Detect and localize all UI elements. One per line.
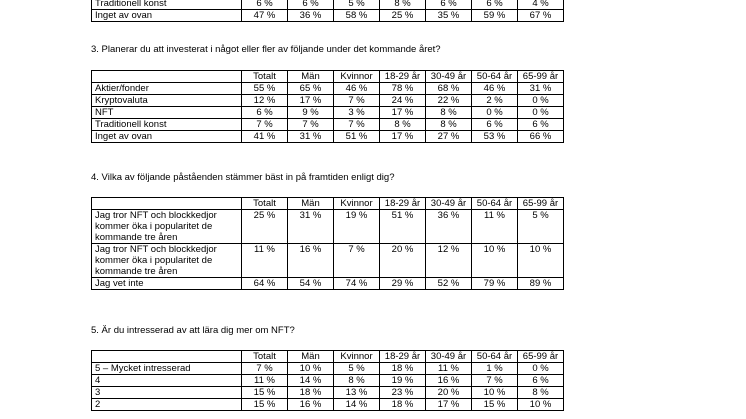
table-cell: 6 % [518, 375, 564, 387]
column-header: 65-99 år [518, 71, 564, 83]
table-cell: 10 % [472, 387, 518, 399]
table-cell: 16 % [288, 244, 334, 278]
table-cell: 5 % [334, 0, 380, 10]
table-cell: 31 % [288, 131, 334, 143]
table-cell: 7 % [334, 244, 380, 278]
table-cell: 7 % [288, 119, 334, 131]
table-row [92, 375, 564, 387]
table-row [92, 131, 564, 143]
table-cell: 10 % [288, 363, 334, 375]
table-cell: 18 % [380, 363, 426, 375]
table-cell: 13 % [334, 387, 380, 399]
table-cell: 17 % [380, 107, 426, 119]
table-cell: 1 % [472, 363, 518, 375]
column-header: 65-99 år [518, 351, 564, 363]
table-cell: 8 % [518, 387, 564, 399]
table-cell: 36 % [426, 210, 472, 244]
table-cell: 2 % [472, 95, 518, 107]
table-cell: 58 % [334, 10, 380, 22]
table-cell: 47 % [242, 10, 288, 22]
table-cell: 0 % [472, 107, 518, 119]
table-row [92, 0, 564, 10]
table-cell: 10 % [472, 244, 518, 278]
table-cell: 35 % [426, 10, 472, 22]
table-q5 [91, 350, 564, 411]
table-cell: 3 % [334, 107, 380, 119]
table-q4 [91, 197, 564, 290]
table-cell: 31 % [518, 83, 564, 95]
column-header: Kvinnor [334, 71, 380, 83]
column-header: Totalt [242, 198, 288, 210]
table-row [92, 278, 564, 290]
column-header: 30-49 år [426, 351, 472, 363]
row-label: Aktier/fonder [92, 83, 242, 95]
row-label: Traditionell konst [92, 0, 242, 10]
table-cell: 17 % [380, 131, 426, 143]
table-cell: 74 % [334, 278, 380, 290]
table-cell: 23 % [380, 387, 426, 399]
table-cell: 0 % [518, 95, 564, 107]
table-cell: 7 % [334, 95, 380, 107]
table-row [92, 210, 564, 244]
row-label: Jag tror NFT och blockkedjor kommer öka i popularitet de kommande tre åren [92, 244, 242, 278]
table-cell: 22 % [426, 95, 472, 107]
column-header: 30-49 år [426, 198, 472, 210]
row-label: NFT [92, 107, 242, 119]
table-cell: 53 % [472, 131, 518, 143]
row-label: Jag tror NFT och blockkedjor kommer öka i popularitet de kommande tre åren [92, 210, 242, 244]
column-header: Män [288, 198, 334, 210]
table-cell: 0 % [518, 363, 564, 375]
table-cell: 8 % [334, 375, 380, 387]
table-cell: 7 % [334, 119, 380, 131]
table-row [92, 95, 564, 107]
table-cell: 29 % [380, 278, 426, 290]
table-cell: 11 % [472, 210, 518, 244]
table-cell: 6 % [426, 0, 472, 10]
table-header-row [92, 71, 564, 83]
table-cell: 41 % [242, 131, 288, 143]
table-row [92, 119, 564, 131]
table-cell: 16 % [288, 399, 334, 411]
table-cell: 16 % [426, 375, 472, 387]
table-cell: 20 % [426, 387, 472, 399]
table-cell: 11 % [242, 244, 288, 278]
table-q3 [91, 70, 564, 143]
table-row [92, 244, 564, 278]
table-cell: 14 % [334, 399, 380, 411]
column-header: 30-49 år [426, 71, 472, 83]
table-cell: 89 % [518, 278, 564, 290]
header-blank-cell [92, 198, 242, 210]
table-cell: 18 % [380, 399, 426, 411]
table-cell: 5 % [334, 363, 380, 375]
column-header: 18-29 år [380, 198, 426, 210]
table-cell: 8 % [380, 119, 426, 131]
column-header: Kvinnor [334, 351, 380, 363]
table-cell: 9 % [288, 107, 334, 119]
table-cell: 11 % [242, 375, 288, 387]
table-cell: 5 % [518, 210, 564, 244]
table-cell: 64 % [242, 278, 288, 290]
question-4-title: 4. Vilka av följande påståenden stämmer bäst in på framtiden enligt dig? [91, 172, 395, 183]
table-cell: 11 % [426, 363, 472, 375]
table-cell: 10 % [518, 399, 564, 411]
table-cell: 8 % [426, 107, 472, 119]
table-cell: 51 % [334, 131, 380, 143]
table-cell: 66 % [518, 131, 564, 143]
column-header: 50-64 år [472, 198, 518, 210]
table-cell: 24 % [380, 95, 426, 107]
column-header: 50-64 år [472, 71, 518, 83]
table-cell: 14 % [288, 375, 334, 387]
table-cell: 65 % [288, 83, 334, 95]
table-cell: 54 % [288, 278, 334, 290]
question-3-title: 3. Planerar du att investerat i något eller fler av följande under det kommande året? [91, 44, 441, 55]
table-cell: 17 % [426, 399, 472, 411]
table-cell: 7 % [242, 363, 288, 375]
question-5-title: 5. Är du intresserad av att lära dig mer om NFT? [91, 325, 295, 336]
table-cell: 27 % [426, 131, 472, 143]
table-cell: 46 % [334, 83, 380, 95]
row-label: 4 [92, 375, 242, 387]
table-cell: 31 % [288, 210, 334, 244]
row-label: Traditionell konst [92, 119, 242, 131]
column-header: Män [288, 71, 334, 83]
table-cell: 79 % [472, 278, 518, 290]
table-cell: 55 % [242, 83, 288, 95]
row-label: Inget av ovan [92, 131, 242, 143]
table-cell: 8 % [426, 119, 472, 131]
row-label: Kryptovaluta [92, 95, 242, 107]
table-row [92, 10, 564, 22]
table-cell: 10 % [518, 244, 564, 278]
table-cell: 59 % [472, 10, 518, 22]
table-cell: 7 % [242, 119, 288, 131]
header-blank-cell [92, 351, 242, 363]
row-label: 5 – Mycket intresserad [92, 363, 242, 375]
row-label: Jag vet inte [92, 278, 242, 290]
table-row [92, 107, 564, 119]
table-cell: 46 % [472, 83, 518, 95]
table-cell: 6 % [242, 107, 288, 119]
table-cell: 78 % [380, 83, 426, 95]
table-row [92, 363, 564, 375]
table-cell: 12 % [242, 95, 288, 107]
table-header-row [92, 198, 564, 210]
table-cell: 6 % [472, 119, 518, 131]
table-cell: 36 % [288, 10, 334, 22]
column-header: 18-29 år [380, 71, 426, 83]
row-label: 3 [92, 387, 242, 399]
table-cell: 7 % [472, 375, 518, 387]
column-header: Män [288, 351, 334, 363]
column-header: Totalt [242, 71, 288, 83]
table-cell: 17 % [288, 95, 334, 107]
table-cell: 67 % [518, 10, 564, 22]
table-cell: 52 % [426, 278, 472, 290]
table-header-row [92, 351, 564, 363]
row-label: Inget av ovan [92, 10, 242, 22]
table-cell: 25 % [380, 10, 426, 22]
table-cell: 6 % [472, 0, 518, 10]
table-cell: 6 % [288, 0, 334, 10]
column-header: 18-29 år [380, 351, 426, 363]
row-label: 2 [92, 399, 242, 411]
table-cell: 18 % [288, 387, 334, 399]
table-cell: 15 % [242, 399, 288, 411]
table-cell: 25 % [242, 210, 288, 244]
table-prev-question [91, 0, 564, 22]
table-cell: 15 % [242, 387, 288, 399]
table-row [92, 387, 564, 399]
column-header: Totalt [242, 351, 288, 363]
table-row [92, 83, 564, 95]
table-cell: 6 % [518, 119, 564, 131]
table-cell: 20 % [380, 244, 426, 278]
table-cell: 68 % [426, 83, 472, 95]
table-cell: 6 % [242, 0, 288, 10]
header-blank-cell [92, 71, 242, 83]
table-cell: 51 % [380, 210, 426, 244]
table-cell: 0 % [518, 107, 564, 119]
column-header: Kvinnor [334, 198, 380, 210]
table-cell: 19 % [334, 210, 380, 244]
table-cell: 19 % [380, 375, 426, 387]
column-header: 65-99 år [518, 198, 564, 210]
column-header: 50-64 år [472, 351, 518, 363]
table-row [92, 399, 564, 411]
table-cell: 12 % [426, 244, 472, 278]
table-cell: 4 % [518, 0, 564, 10]
table-cell: 15 % [472, 399, 518, 411]
table-cell: 8 % [380, 0, 426, 10]
